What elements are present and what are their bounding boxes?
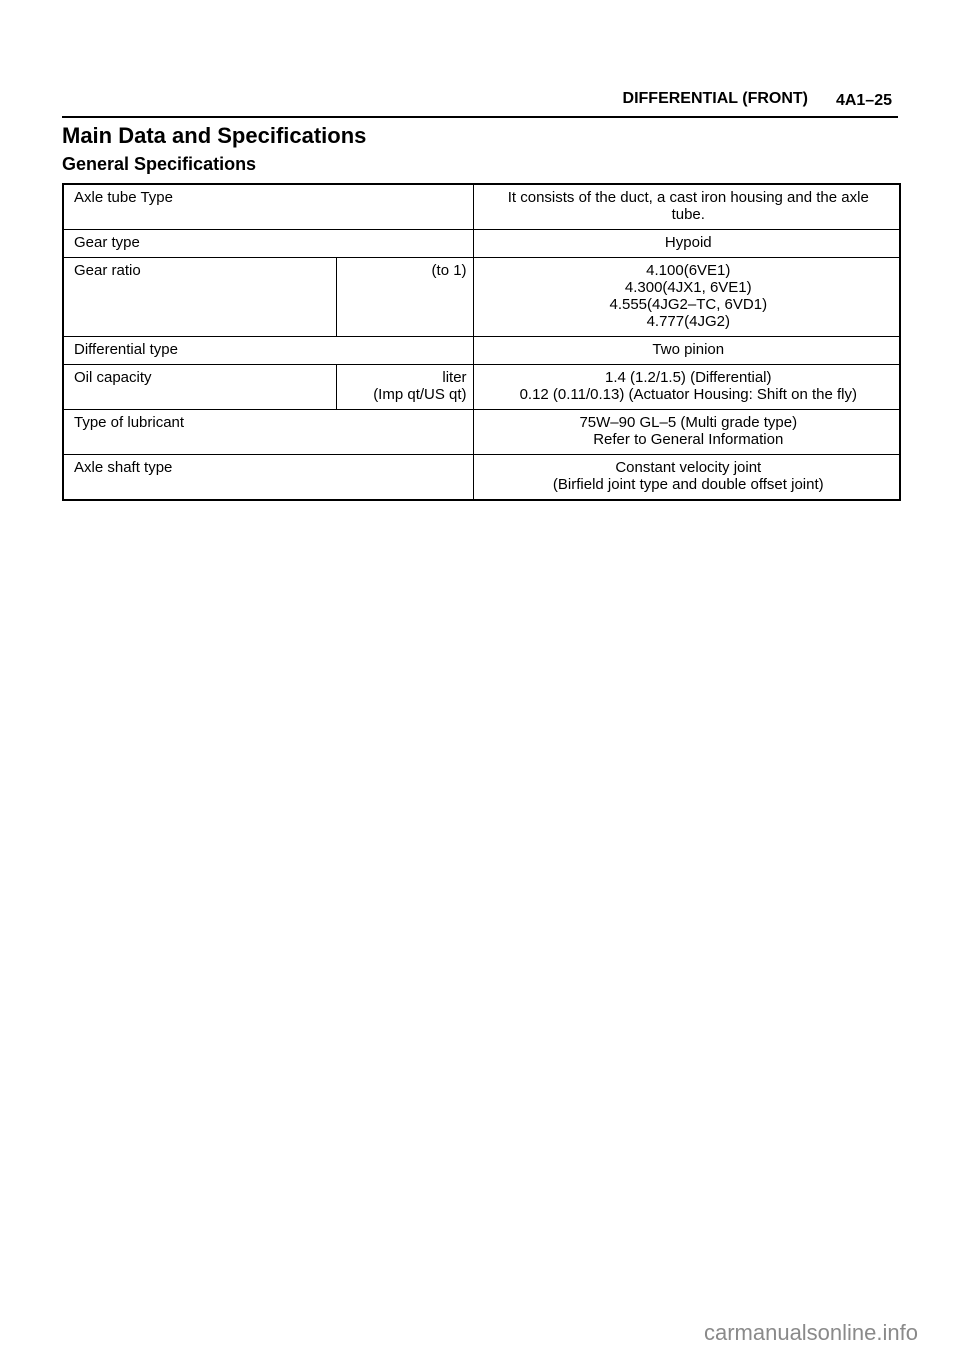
page-title: Main Data and Specifications <box>62 123 367 148</box>
spec-value: 75W–90 GL–5 (Multi grade type) Refer to General Information <box>473 410 900 455</box>
spec-value: 4.100(6VE1) 4.300(4JX1, 6VE1) 4.555(4JG2–TC, 6VD1) 4.777(4JG2) <box>473 258 900 337</box>
spec-unit: (to 1) <box>336 258 473 337</box>
table-row <box>63 184 900 230</box>
specifications-table <box>62 183 901 501</box>
spec-label: Type of lubricant <box>63 410 473 455</box>
section-title: DIFFERENTIAL (FRONT) <box>622 90 808 107</box>
spec-label: Differential type <box>63 337 473 365</box>
spec-value: Constant velocity joint (Birfield joint type and double offset joint) <box>473 455 900 501</box>
section-subtitle: General Specifications <box>62 154 257 174</box>
page-header <box>62 88 898 118</box>
table-row <box>63 230 900 258</box>
watermark: carmanualsonline.info <box>703 1320 918 1345</box>
spec-unit: liter (Imp qt/US qt) <box>336 365 473 410</box>
table-row <box>63 455 900 501</box>
spec-label: Gear ratio <box>63 258 336 337</box>
table-row <box>63 258 900 337</box>
table-row <box>63 337 900 365</box>
table-row <box>63 365 900 410</box>
table-row <box>63 410 900 455</box>
spec-label: Axle shaft type <box>63 455 473 501</box>
page-number: 4A1–25 <box>835 92 892 109</box>
spec-value: Hypoid <box>473 230 900 258</box>
spec-value: Two pinion <box>473 337 900 365</box>
spec-label: Gear type <box>63 230 473 258</box>
spec-value: It consists of the duct, a cast iron housing and the axle tube. <box>473 184 900 230</box>
spec-value: 1.4 (1.2/1.5) (Differential) 0.12 (0.11/0.13) (Actuator Housing: Shift on the fly) <box>473 365 900 410</box>
spec-label: Oil capacity <box>63 365 336 410</box>
spec-label: Axle tube Type <box>63 184 473 230</box>
